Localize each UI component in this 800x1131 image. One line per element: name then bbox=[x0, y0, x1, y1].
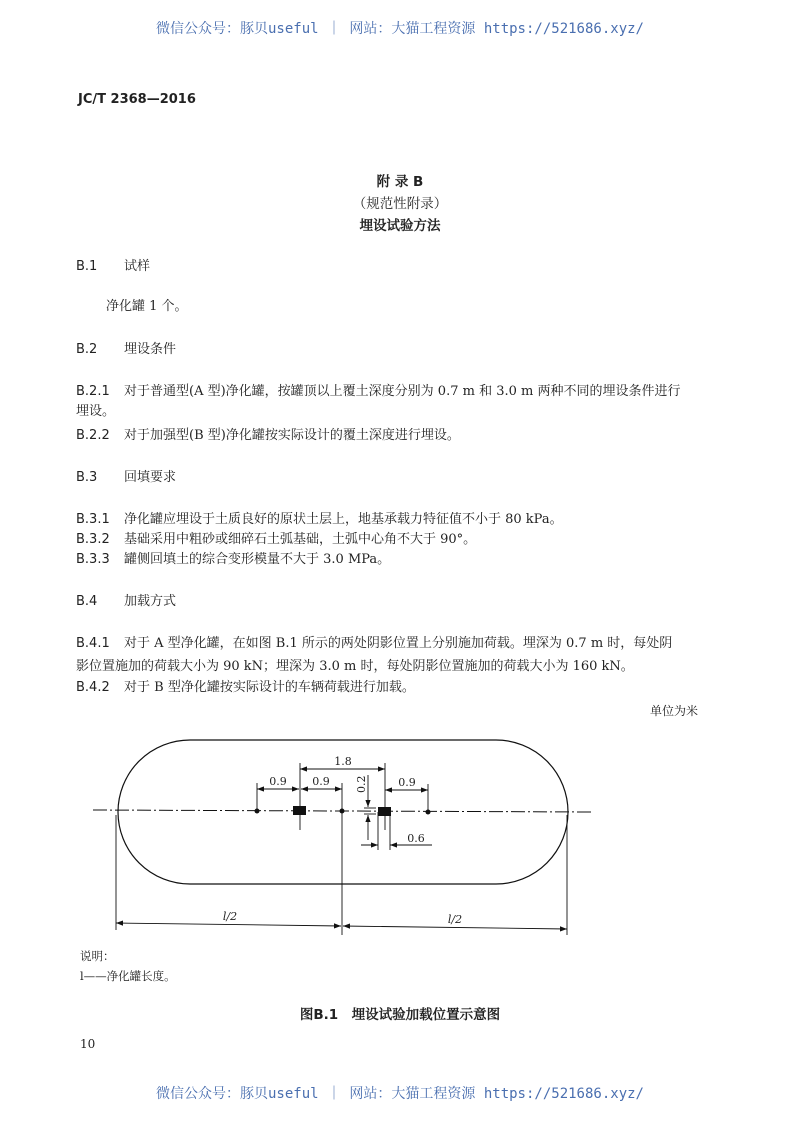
section-heading: B.1 试样 bbox=[76, 259, 151, 274]
dim-0-9-left: 0.9 bbox=[269, 775, 287, 788]
load-area-left bbox=[293, 806, 306, 815]
figure-caption: 图B.1 埋设试验加载位置示意图 bbox=[299, 1007, 501, 1023]
dim-1-8: 1.8 bbox=[334, 755, 352, 768]
dim-half-right: l/2 bbox=[447, 913, 463, 926]
unit-note: 单位为米 bbox=[650, 704, 699, 718]
clause-b32: B.3.2 基础采用中粗砂或细碎石土弧基础，土弧中心角不大于 90°。 bbox=[76, 532, 477, 547]
appendix-title: 附 录 B bbox=[376, 174, 424, 190]
dim-half-left: l/2 bbox=[222, 910, 238, 923]
dim-0-2: 0.2 bbox=[355, 775, 368, 793]
notes-l: l——净化罐长度。 bbox=[80, 969, 176, 983]
section-heading: B.4 加载方式 bbox=[76, 594, 177, 609]
section-heading: B.2 埋设条件 bbox=[76, 342, 177, 357]
notes-label: 说明： bbox=[80, 949, 115, 963]
dim-0-9-right: 0.9 bbox=[398, 776, 416, 789]
clause-b21: B.2.1 对于普通型(A 型)净化罐，按罐顶以上覆土深度分别为 0.7 m 和 3.0 m 两种不同的埋设条件进行 bbox=[76, 384, 681, 399]
load-area-right bbox=[378, 807, 391, 816]
clause-b42: B.4.2 对于 B 型净化罐按实际设计的车辆荷载进行加载。 bbox=[76, 680, 415, 695]
dim-0-6: 0.6 bbox=[407, 832, 425, 845]
clause-b33: B.3.3 罐侧回填土的综合变形模量不大于 3.0 MPa。 bbox=[76, 552, 391, 567]
appendix-name: 埋设试验方法 bbox=[359, 218, 441, 234]
clause-b22: B.2.2 对于加强型(B 型)净化罐按实际设计的覆土深度进行埋设。 bbox=[76, 428, 460, 443]
dim-0-9-mid: 0.9 bbox=[312, 775, 330, 788]
watermark-top: 微信公众号：豚贝useful ｜ 网站：大猫工程资源 https://521686.xyz/ bbox=[155, 21, 644, 37]
section-heading: B.3 回填要求 bbox=[76, 470, 177, 485]
page-number: 10 bbox=[80, 1037, 96, 1051]
watermark-bottom: 微信公众号：豚贝useful ｜ 网站：大猫工程资源 https://521686.xyz/ bbox=[155, 1086, 644, 1102]
clause-b41-cont: 影位置施加的荷载大小为 90 kN；埋深为 3.0 m 时，每处阴影位置施加的荷载大小为 160 kN。 bbox=[76, 659, 634, 674]
b1-text: 净化罐 1 个。 bbox=[106, 299, 188, 314]
standard-header: JC/T 2368—2016 bbox=[78, 92, 196, 107]
appendix-subtitle: （规范性附录） bbox=[352, 196, 448, 212]
clause-b21-cont: 埋设。 bbox=[76, 404, 116, 419]
tank-diagram bbox=[80, 730, 680, 950]
clause-b31: B.3.1 净化罐应埋设于土质良好的原状土层上，地基承载力特征值不小于 80 kPa。 bbox=[76, 512, 563, 527]
clause-b41: B.4.1 对于 A 型净化罐，在如图 B.1 所示的两处阴影位置上分别施加荷载。埋深为 0.7 m 时，每处阴 bbox=[76, 636, 673, 651]
